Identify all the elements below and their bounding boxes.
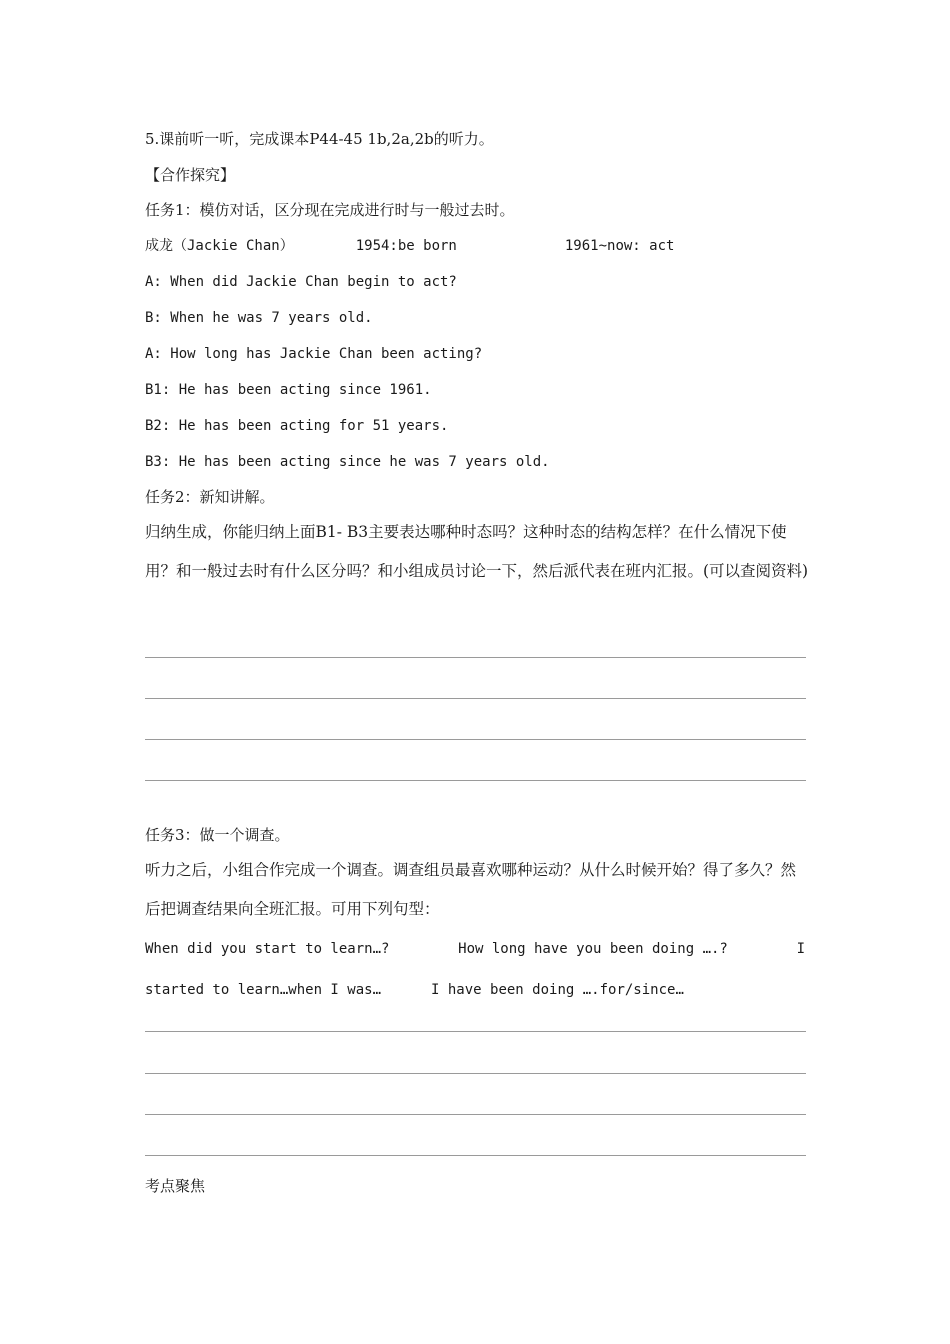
answer-line[interactable] — [145, 739, 806, 740]
answer-line[interactable] — [145, 1031, 806, 1032]
dialogue-line: B2: He has been acting for 51 years. — [145, 418, 449, 434]
pattern-have-been-doing: I have been doing ….for/since… — [431, 982, 684, 998]
task1-title: 任务1：模仿对话，区分现在完成进行时与一般过去时。 — [145, 201, 515, 219]
task3-title: 任务3：做一个调查。 — [145, 826, 290, 844]
pattern-started-to-learn: started to learn…when I was… — [145, 982, 382, 998]
exam-focus-heading: 考点聚焦 — [145, 1177, 206, 1195]
sentence-patterns-row-1 — [145, 939, 805, 959]
pattern-when-start: When did you start to learn…? — [145, 941, 390, 957]
answer-line[interactable] — [145, 780, 806, 781]
pattern-how-long: How long have you been doing ….? — [458, 941, 728, 957]
task2-title: 任务2：新知讲解。 — [145, 488, 275, 506]
answer-line[interactable] — [145, 1114, 806, 1115]
dialogue-line: A: When did Jackie Chan begin to act? — [145, 274, 457, 290]
dialogue-line: B: When he was 7 years old. — [145, 310, 373, 326]
answer-line[interactable] — [145, 698, 806, 699]
pre-listen-instruction: 5.课前听一听，完成课本P44-45 1b,2a,2b的听力。 — [145, 130, 494, 148]
answer-line[interactable] — [145, 1073, 806, 1074]
task2-body: 归纳生成，你能归纳上面B1- B3主要表达哪种时态吗？这种时态的结构怎样？在什么情况下使用？和一般过去时有什么区分吗？和小组成员讨论一下，然后派代表在班内汇报。(可以查阅资料) — [145, 523, 809, 580]
task3-body: 听力之后，小组合作完成一个调查。调查组员最喜欢哪种运动？从什么时候开始？得了多久？然后把调查结果向全班汇报。可用下列句型： — [145, 861, 797, 918]
pattern-i-start: I — [796, 941, 805, 957]
section-heading-cooperative-inquiry: 【合作探究】 — [145, 166, 236, 184]
answer-line[interactable] — [145, 657, 806, 658]
dialogue-line: B3: He has been acting since he was 7 years old. — [145, 454, 550, 470]
sentence-patterns-row-2 — [145, 980, 684, 1000]
dialogue-line: A: How long has Jackie Chan been acting? — [145, 346, 483, 362]
jackie-chan-info-row — [145, 236, 674, 256]
jackie-chan-name: 成龙（Jackie Chan） — [145, 238, 294, 254]
dialogue-line: B1: He has been acting since 1961. — [145, 382, 432, 398]
answer-line[interactable] — [145, 1155, 806, 1156]
jackie-chan-act: 1961~now: act — [564, 238, 675, 254]
jackie-chan-born: 1954:be born — [355, 238, 457, 254]
